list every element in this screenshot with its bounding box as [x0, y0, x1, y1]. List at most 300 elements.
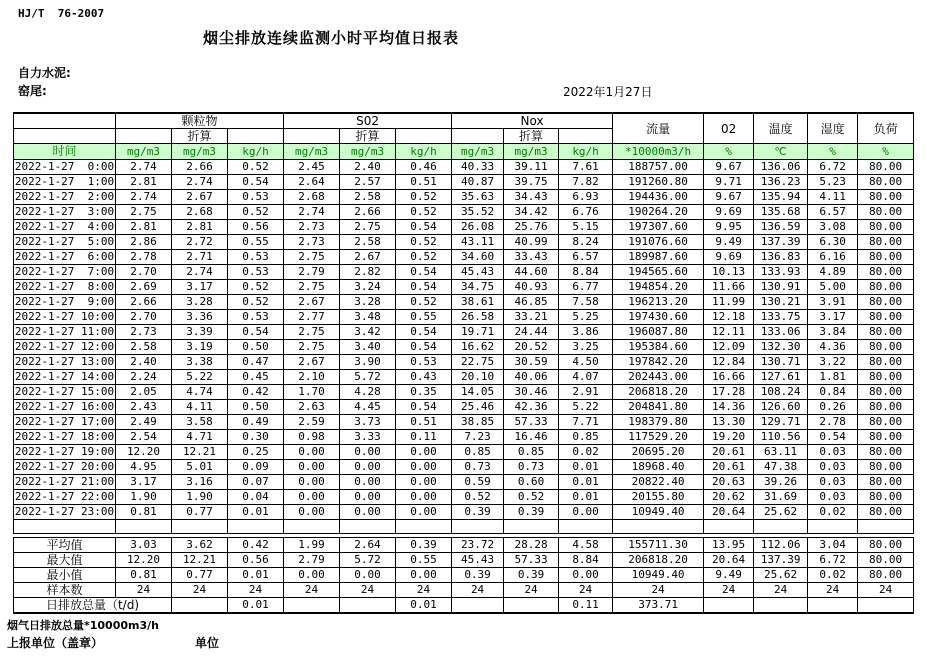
value-cell: 2.66 [116, 295, 172, 310]
value-cell: 202443.00 [613, 370, 704, 385]
station-label: 窑尾: [18, 84, 47, 98]
value-cell: 4.11 [172, 400, 228, 415]
value-cell: 0.00 [396, 475, 452, 490]
value-cell: 0.77 [172, 505, 228, 520]
flow-header: 流量 [613, 113, 704, 144]
value-cell: 3.48 [340, 310, 396, 325]
value-cell: 1.90 [172, 490, 228, 505]
value-cell: 80.00 [858, 505, 914, 520]
value-cell: 6.77 [559, 280, 613, 295]
summary-label-cell: 样本数 [14, 583, 116, 598]
value-cell: 2.79 [284, 265, 340, 280]
value-cell: 0.00 [396, 445, 452, 460]
value-cell: 8.84 [559, 553, 613, 568]
value-cell: 0.77 [172, 568, 228, 583]
value-cell: 2.86 [116, 235, 172, 250]
value-cell: 3.91 [808, 295, 858, 310]
value-cell: 0.00 [340, 445, 396, 460]
value-cell: 135.94 [754, 190, 808, 205]
value-cell: 0.26 [808, 400, 858, 415]
empty-cell [14, 129, 116, 144]
value-cell: 3.24 [340, 280, 396, 295]
value-cell: 0.11 [396, 430, 452, 445]
value-cell: 4.71 [172, 430, 228, 445]
value-cell: 127.61 [754, 370, 808, 385]
value-cell: 0.00 [340, 460, 396, 475]
value-cell: 45.43 [452, 265, 504, 280]
value-cell: 2.24 [116, 370, 172, 385]
empty-cell [613, 520, 704, 534]
value-cell: 80.00 [858, 160, 914, 175]
value-cell: 0.03 [808, 445, 858, 460]
value-cell: 0.00 [284, 568, 340, 583]
value-cell: 0.52 [504, 490, 559, 505]
value-cell: 0.52 [228, 160, 284, 175]
value-cell: 189987.60 [613, 250, 704, 265]
value-cell: 136.23 [754, 175, 808, 190]
value-cell: 2.74 [172, 265, 228, 280]
time-cell: 2022-1-27 14:00 [14, 370, 115, 383]
value-cell: 6.57 [559, 250, 613, 265]
value-cell: 80.00 [858, 538, 914, 553]
pm-group-header: 颗粒物 [116, 113, 284, 129]
value-cell: 24 [613, 583, 704, 598]
value-cell: 136.06 [754, 160, 808, 175]
value-cell: 4.74 [172, 385, 228, 400]
value-cell: 14.36 [704, 400, 754, 415]
value-cell: 24 [704, 583, 754, 598]
value-cell: 3.58 [172, 415, 228, 430]
value-cell: 0.35 [396, 385, 452, 400]
value-cell: 34.75 [452, 280, 504, 295]
value-cell: 0.00 [284, 445, 340, 460]
time-cell: 2022-1-27 21:00 [14, 475, 115, 488]
value-cell: 0.42 [228, 538, 284, 553]
value-cell: 3.19 [172, 340, 228, 355]
value-cell: 80.00 [858, 400, 914, 415]
summary-label-cell: 最小值 [14, 568, 116, 583]
value-cell: 2.70 [116, 310, 172, 325]
value-cell: 0.59 [452, 475, 504, 490]
so2-group-header: S02 [284, 113, 452, 129]
value-cell: 20822.40 [613, 475, 704, 490]
value-cell: 0.30 [228, 430, 284, 445]
time-cell: 2022-1-27 7:00 [14, 265, 115, 278]
value-cell: 45.43 [452, 553, 504, 568]
empty-cell [396, 129, 452, 144]
value-cell: 6.30 [808, 235, 858, 250]
value-cell: 43.11 [452, 235, 504, 250]
value-cell: 126.60 [754, 400, 808, 415]
value-cell: 196087.80 [613, 325, 704, 340]
value-cell: 19.71 [452, 325, 504, 340]
hourly-data-row [14, 295, 914, 310]
value-cell: 0.00 [396, 460, 452, 475]
empty-cell [504, 520, 559, 534]
value-cell: 3.38 [172, 355, 228, 370]
value-cell: 2.57 [340, 175, 396, 190]
value-cell: 20.62 [704, 490, 754, 505]
unit-cell: mg/m3 [452, 144, 504, 160]
value-cell: 7.23 [452, 430, 504, 445]
value-cell: 188757.00 [613, 160, 704, 175]
value-cell: 0.54 [808, 430, 858, 445]
value-cell: 0.52 [396, 295, 452, 310]
value-cell: 0.52 [228, 205, 284, 220]
value-cell: 20155.80 [613, 490, 704, 505]
value-cell: 16.62 [452, 340, 504, 355]
value-cell: 2.67 [172, 190, 228, 205]
value-cell: 6.76 [559, 205, 613, 220]
value-cell: 14.05 [452, 385, 504, 400]
value-cell: 20.61 [704, 460, 754, 475]
value-cell: 1.90 [116, 490, 172, 505]
time-cell: 2022-1-27 13:00 [14, 355, 115, 368]
temperature-header: 温度 [754, 113, 808, 144]
value-cell: 0.85 [559, 430, 613, 445]
value-cell: 6.72 [808, 160, 858, 175]
value-cell: 25.62 [754, 505, 808, 520]
value-cell: 24 [172, 583, 228, 598]
hourly-data-row [14, 490, 914, 505]
value-cell: 80.00 [858, 190, 914, 205]
value-cell: 11.99 [704, 295, 754, 310]
value-cell: 24 [808, 583, 858, 598]
value-cell: 2.58 [340, 235, 396, 250]
value-cell: 0.55 [396, 310, 452, 325]
nox-converted-header: 折算 [504, 129, 559, 144]
nox-group-header: Nox [452, 113, 613, 129]
value-cell: 12.21 [172, 445, 228, 460]
value-cell: 80.00 [858, 385, 914, 400]
value-cell: 10949.40 [613, 568, 704, 583]
value-cell: 0.00 [284, 475, 340, 490]
value-cell: 4.95 [116, 460, 172, 475]
value-cell: 17.28 [704, 385, 754, 400]
value-cell: 0.00 [396, 490, 452, 505]
value-cell: 40.33 [452, 160, 504, 175]
value-cell: 2.73 [284, 235, 340, 250]
value-cell: 3.17 [808, 310, 858, 325]
value-cell: 9.49 [704, 235, 754, 250]
value-cell: 2.73 [284, 220, 340, 235]
value-cell: 30.59 [504, 355, 559, 370]
time-cell: 2022-1-27 5:00 [14, 235, 115, 248]
value-cell: 80.00 [858, 235, 914, 250]
value-cell: 9.69 [704, 250, 754, 265]
value-cell: 2.75 [284, 250, 340, 265]
time-cell: 2022-1-27 17:00 [14, 415, 115, 428]
hourly-data-row [14, 370, 914, 385]
value-cell: 0.00 [340, 475, 396, 490]
value-cell: 2.81 [116, 175, 172, 190]
hourly-data-row [14, 250, 914, 265]
value-cell: 132.30 [754, 340, 808, 355]
time-column-header: 时间 [14, 144, 116, 160]
value-cell [504, 598, 559, 614]
value-cell: 2.78 [116, 250, 172, 265]
hourly-data-row [14, 415, 914, 430]
value-cell: 39.11 [504, 160, 559, 175]
value-cell: 1.99 [284, 538, 340, 553]
value-cell [754, 598, 808, 614]
hourly-data-row [14, 385, 914, 400]
value-cell: 0.00 [559, 568, 613, 583]
value-cell: 16.46 [504, 430, 559, 445]
value-cell: 3.33 [340, 430, 396, 445]
value-cell: 80.00 [858, 553, 914, 568]
value-cell: 7.71 [559, 415, 613, 430]
value-cell: 7.58 [559, 295, 613, 310]
value-cell: 136.83 [754, 250, 808, 265]
value-cell: 133.75 [754, 310, 808, 325]
value-cell: 12.11 [704, 325, 754, 340]
value-cell: 0.39 [452, 505, 504, 520]
value-cell: 40.87 [452, 175, 504, 190]
value-cell: 33.43 [504, 250, 559, 265]
value-cell: 6.16 [808, 250, 858, 265]
value-cell: 2.54 [116, 430, 172, 445]
value-cell: 0.00 [396, 505, 452, 520]
flue-gas-total-note: 烟气日排放总量*10000m3/h [7, 619, 159, 632]
value-cell: 0.53 [396, 355, 452, 370]
empty-cell [116, 129, 172, 144]
time-cell: 2022-1-27 11:00 [14, 325, 115, 338]
value-cell: 2.58 [116, 340, 172, 355]
value-cell: 0.55 [396, 553, 452, 568]
reporting-unit-label: 上报单位（盖章） [7, 636, 104, 650]
value-cell: 2.64 [340, 538, 396, 553]
hourly-data-row [14, 160, 914, 175]
header-row-units [14, 144, 914, 160]
value-cell: 0.01 [396, 598, 452, 614]
value-cell: 137.39 [754, 553, 808, 568]
value-cell: 0.52 [452, 490, 504, 505]
hourly-data-row [14, 310, 914, 325]
value-cell: 0.01 [559, 475, 613, 490]
value-cell: 3.17 [172, 280, 228, 295]
value-cell: 80.00 [858, 445, 914, 460]
value-cell: 5.15 [559, 220, 613, 235]
empty-cell [284, 129, 340, 144]
value-cell: 2.59 [284, 415, 340, 430]
value-cell: 3.39 [172, 325, 228, 340]
value-cell: 2.66 [172, 160, 228, 175]
value-cell: 0.98 [284, 430, 340, 445]
value-cell: 5.25 [559, 310, 613, 325]
value-cell: 8.24 [559, 235, 613, 250]
value-cell: 0.52 [396, 190, 452, 205]
value-cell: 5.23 [808, 175, 858, 190]
value-cell: 7.82 [559, 175, 613, 190]
time-cell: 2022-1-27 19:00 [14, 445, 115, 458]
empty-cell [559, 520, 613, 534]
value-cell: 130.21 [754, 295, 808, 310]
value-cell: 2.82 [340, 265, 396, 280]
value-cell: 0.50 [228, 340, 284, 355]
empty-cell [704, 520, 754, 534]
empty-cell [396, 520, 452, 534]
value-cell: 2.74 [116, 160, 172, 175]
value-cell: 0.50 [228, 400, 284, 415]
value-cell: 0.00 [340, 505, 396, 520]
value-cell: 3.16 [172, 475, 228, 490]
value-cell: 57.33 [504, 553, 559, 568]
value-cell: 195384.60 [613, 340, 704, 355]
empty-spacer-row [14, 520, 914, 534]
value-cell: 12.84 [704, 355, 754, 370]
value-cell [858, 598, 914, 614]
value-cell: 9.95 [704, 220, 754, 235]
value-cell: 80.00 [858, 370, 914, 385]
value-cell: 0.25 [228, 445, 284, 460]
value-cell: 2.66 [340, 205, 396, 220]
value-cell: 0.55 [228, 235, 284, 250]
value-cell: 3.86 [559, 325, 613, 340]
value-cell: 206818.20 [613, 385, 704, 400]
unit-cell: *10000m3/h [613, 144, 704, 160]
value-cell: 0.07 [228, 475, 284, 490]
value-cell: 5.01 [172, 460, 228, 475]
value-cell: 2.10 [284, 370, 340, 385]
unit-cell: ℃ [754, 144, 808, 160]
value-cell: 130.91 [754, 280, 808, 295]
value-cell: 4.28 [340, 385, 396, 400]
value-cell: 2.81 [116, 220, 172, 235]
value-cell: 20.64 [704, 505, 754, 520]
value-cell: 4.07 [559, 370, 613, 385]
load-header: 负荷 [858, 113, 914, 144]
value-cell: 24.44 [504, 325, 559, 340]
value-cell: 24 [116, 583, 172, 598]
value-cell: 2.74 [116, 190, 172, 205]
value-cell: 0.54 [396, 265, 452, 280]
value-cell: 3.04 [808, 538, 858, 553]
time-cell: 2022-1-27 9:00 [14, 295, 115, 308]
unit-cell: kg/h [396, 144, 452, 160]
value-cell: 0.02 [808, 505, 858, 520]
summary-label-cell: 平均值 [14, 538, 116, 553]
value-cell: 80.00 [858, 295, 914, 310]
value-cell: 2.49 [116, 415, 172, 430]
value-cell: 0.52 [228, 295, 284, 310]
value-cell: 3.03 [116, 538, 172, 553]
value-cell: 0.84 [808, 385, 858, 400]
value-cell: 33.21 [504, 310, 559, 325]
value-cell: 0.01 [559, 460, 613, 475]
value-cell: 0.03 [808, 475, 858, 490]
time-cell: 2022-1-27 20:00 [14, 460, 115, 473]
empty-cell [172, 520, 228, 534]
value-cell: 2.72 [172, 235, 228, 250]
value-cell: 19.20 [704, 430, 754, 445]
value-cell: 0.52 [396, 235, 452, 250]
value-cell: 80.00 [858, 568, 914, 583]
value-cell: 12.18 [704, 310, 754, 325]
value-cell: 34.42 [504, 205, 559, 220]
value-cell: 0.56 [228, 553, 284, 568]
value-cell: 0.02 [559, 445, 613, 460]
value-cell: 0.53 [228, 310, 284, 325]
value-cell: 63.11 [754, 445, 808, 460]
value-cell: 0.02 [808, 568, 858, 583]
value-cell: 2.74 [284, 205, 340, 220]
value-cell: 20.63 [704, 475, 754, 490]
value-cell: 2.75 [284, 340, 340, 355]
value-cell: 2.58 [340, 190, 396, 205]
hourly-data-row [14, 430, 914, 445]
value-cell: 0.47 [228, 355, 284, 370]
value-cell: 20695.20 [613, 445, 704, 460]
value-cell: 129.71 [754, 415, 808, 430]
value-cell: 40.99 [504, 235, 559, 250]
value-cell: 0.60 [504, 475, 559, 490]
value-cell: 24 [340, 583, 396, 598]
value-cell: 6.93 [559, 190, 613, 205]
value-cell: 2.67 [340, 250, 396, 265]
value-cell: 196213.20 [613, 295, 704, 310]
value-cell: 39.75 [504, 175, 559, 190]
value-cell: 80.00 [858, 355, 914, 370]
empty-cell [559, 129, 613, 144]
value-cell: 7.61 [559, 160, 613, 175]
value-cell: 4.89 [808, 265, 858, 280]
value-cell: 13.95 [704, 538, 754, 553]
value-cell: 2.63 [284, 400, 340, 415]
empty-cell [808, 520, 858, 534]
report-title: 烟尘排放连续监测小时平均值日报表 [203, 29, 460, 47]
value-cell: 2.67 [284, 355, 340, 370]
value-cell: 0.03 [808, 460, 858, 475]
value-cell: 12.20 [116, 445, 172, 460]
value-cell: 38.61 [452, 295, 504, 310]
value-cell: 9.71 [704, 175, 754, 190]
value-cell: 39.26 [754, 475, 808, 490]
value-cell: 8.84 [559, 265, 613, 280]
value-cell: 197307.60 [613, 220, 704, 235]
value-cell: 373.71 [613, 598, 704, 614]
value-cell: 2.75 [116, 205, 172, 220]
empty-cell [228, 520, 284, 534]
value-cell: 0.73 [452, 460, 504, 475]
value-cell: 0.43 [396, 370, 452, 385]
value-cell: 2.73 [116, 325, 172, 340]
time-cell: 2022-1-27 3:00 [14, 205, 115, 218]
value-cell: 0.09 [228, 460, 284, 475]
value-cell: 0.46 [396, 160, 452, 175]
value-cell [284, 598, 340, 614]
value-cell: 20.10 [452, 370, 504, 385]
value-cell: 0.81 [116, 505, 172, 520]
value-cell: 0.73 [504, 460, 559, 475]
value-cell: 9.69 [704, 205, 754, 220]
value-cell: 18968.40 [613, 460, 704, 475]
value-cell: 26.08 [452, 220, 504, 235]
value-cell: 0.54 [396, 220, 452, 235]
value-cell: 5.00 [808, 280, 858, 295]
time-cell: 2022-1-27 1:00 [14, 175, 115, 188]
time-cell: 2022-1-27 23:00 [14, 505, 115, 518]
value-cell: 9.67 [704, 190, 754, 205]
value-cell: 42.36 [504, 400, 559, 415]
value-cell: 40.06 [504, 370, 559, 385]
value-cell: 0.03 [808, 490, 858, 505]
unit-cell: % [808, 144, 858, 160]
value-cell: 2.75 [284, 280, 340, 295]
value-cell: 4.36 [808, 340, 858, 355]
empty-cell [284, 520, 340, 534]
hourly-data-row [14, 325, 914, 340]
